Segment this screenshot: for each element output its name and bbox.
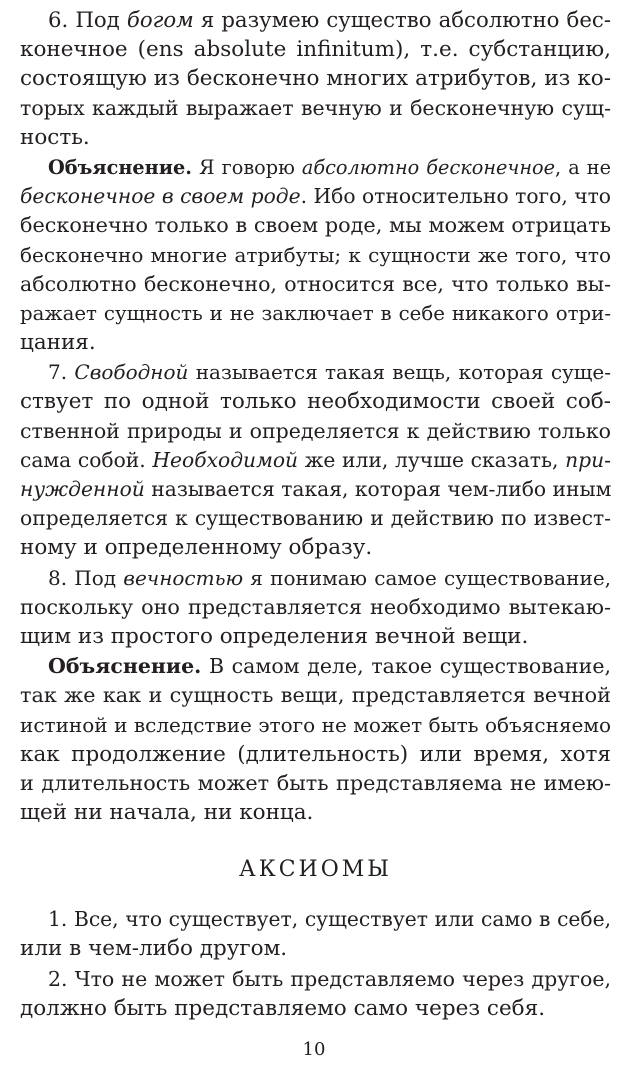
text-line: истиной и вследствие этого не может быть объясняемо: [20, 712, 611, 737]
text-line: так же как и сущность вещи, представляется вечной: [20, 683, 611, 708]
text-line: должно быть представляемо само через себя.: [20, 995, 546, 1021]
text-line: ствует по одной только необходимости своей соб-: [20, 389, 611, 415]
text-line: ность.: [20, 124, 90, 150]
definition-8: [20, 564, 611, 652]
text-line: Объяснение. В самом деле, такое существование,: [48, 654, 611, 679]
text-line: 7. Свободной называется такая вещь, которая суще-: [48, 360, 611, 385]
explanation-1: [20, 153, 611, 357]
text-line: или в чем-либо другом.: [20, 936, 288, 962]
text-line: определяется к существованию и действию по извест-: [20, 506, 611, 531]
text-line: как продолжение (длительность) или время, хотя: [20, 741, 611, 767]
definition-7: [20, 358, 611, 562]
text-line: 6. Под богом я разумею существо абсолютно бес-: [48, 8, 611, 33]
page-number: 10: [302, 1039, 326, 1060]
text-line: ному и определенному образу.: [20, 535, 373, 561]
definition-6: [20, 6, 611, 152]
text-line: бесконечно только в своем роде, мы можем отрицать: [20, 213, 611, 238]
explanation-2: [20, 652, 611, 827]
text-line: и длительность может быть представляема не имею-: [20, 770, 611, 795]
text-line: Объяснение. Я говорю абсолютно бесконечное, а не: [48, 155, 611, 179]
text-line: 2. Что не может быть представляемо через другое,: [48, 966, 611, 991]
text-line: 8. Под вечностью я понимаю самое существование,: [48, 565, 612, 590]
text-line: нужденной называется такая, которая чем-либо иным: [20, 477, 612, 501]
text-line: конечное (ens absolute infinitum), т.е. субстанцию,: [20, 37, 611, 63]
text-line: торых каждый выражает вечную и бесконечную сущ-: [20, 95, 611, 120]
page-content: [20, 6, 611, 1024]
text-line: бесконечное в своем роде. Ибо относительно того, что: [20, 184, 611, 209]
text-line: поскольку оно представляется необходимо вытекаю-: [20, 594, 611, 619]
text-line: абсолютно бесконечно, относится все, что только вы-: [20, 271, 611, 296]
text-line: цания.: [20, 330, 96, 356]
text-line: ственной природы и определяется к действию только: [20, 418, 611, 443]
text-line: 1. Все, что существует, существует или само в себе,: [48, 907, 611, 932]
text-line: бесконечно многие атрибуты; к сущности же того, что: [20, 242, 611, 267]
axiom-1: [20, 905, 611, 963]
explanation-label: Объяснение.: [48, 654, 202, 679]
text-line: состоящую из бесконечно многих атрибутов, из ко-: [20, 66, 611, 92]
text-line: щим из простого определения вечной вещи.: [20, 623, 529, 649]
text-line: сама собой. Необходимой же или, лучше сказать, при-: [20, 447, 611, 472]
axiom-2: [20, 965, 611, 1023]
section-heading: АКСИОМЫ: [239, 857, 392, 883]
explanation-label: Объяснение.: [48, 155, 192, 179]
text-line: щей ни начала, ни конца.: [20, 800, 314, 826]
text-line: ражает сущность и не заключает в себе никакого отри-: [20, 301, 611, 325]
